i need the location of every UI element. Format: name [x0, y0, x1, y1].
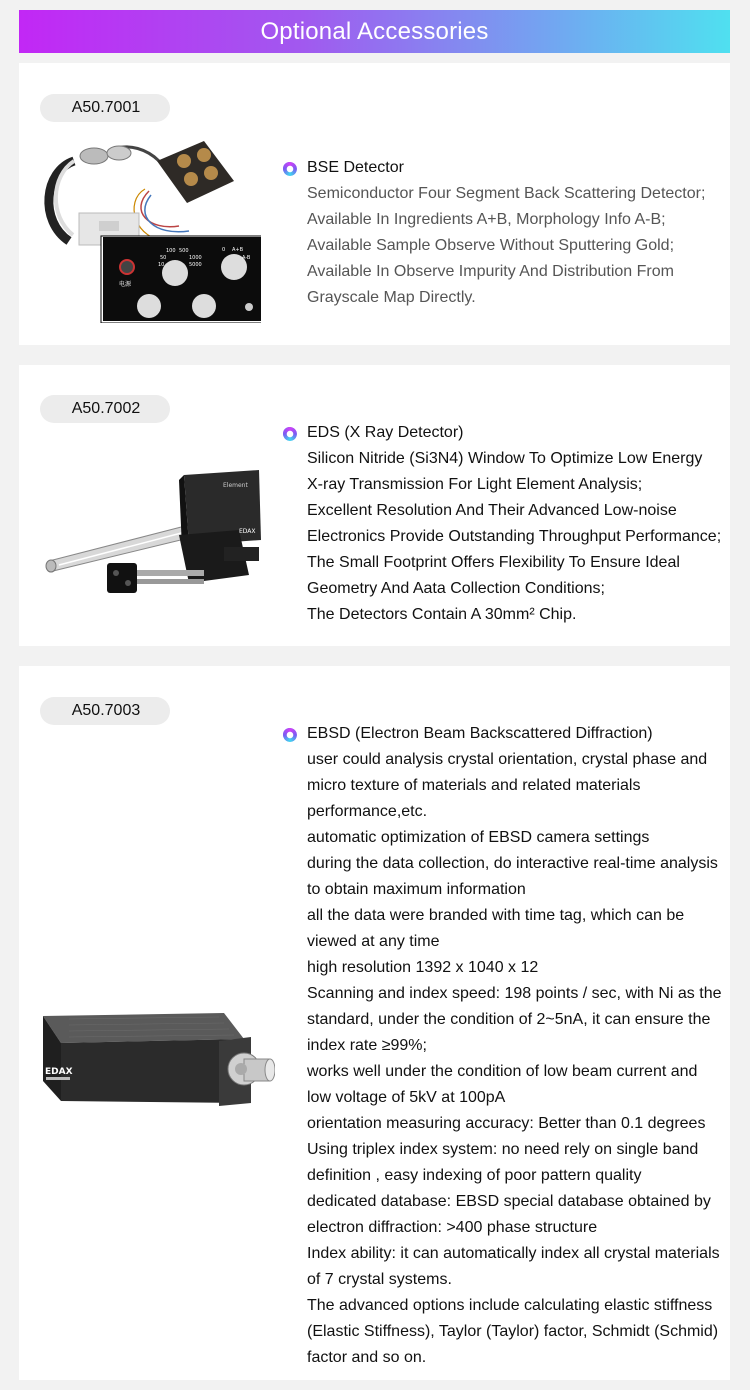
description-line: all the data were branded with time tag, which can be	[307, 907, 685, 924]
bullet-ring-icon	[283, 427, 296, 440]
description-line: performance,etc.	[307, 803, 428, 820]
description-line: Silicon Nitride (Si3N4) Window To Optimize Low Energy	[307, 450, 703, 467]
item-title	[283, 420, 724, 446]
device-label: Element	[223, 482, 248, 489]
accessory-card-eds	[19, 365, 730, 646]
description-line: Scanning and index speed: 198 points / sec, with Ni as the	[307, 985, 722, 1002]
bullet-ring-icon	[283, 162, 296, 175]
dial-label: 50	[160, 255, 167, 261]
ebsd-detector-image	[39, 1011, 275, 1116]
description-line: definition , easy indexing of poor pattern quality	[307, 1167, 642, 1184]
accessory-card-bse	[19, 63, 730, 345]
description-line: orientation measuring accuracy: Better than 0.1 degrees	[307, 1115, 706, 1132]
description-line: factor and so on.	[307, 1349, 427, 1366]
section-header	[19, 10, 730, 53]
description-line: Grayscale Map Directly.	[307, 289, 476, 306]
description-line: (Elastic Stiffness), Taylor (Taylor) factor, Schmidt (Schmid)	[307, 1323, 719, 1340]
description-line: Excellent Resolution And Their Advanced Low-noise	[307, 502, 677, 519]
item-title-text: BSE Detector	[307, 159, 404, 176]
item-title	[283, 721, 724, 747]
description-line: index rate ≥99%;	[307, 1037, 427, 1054]
item-description	[283, 181, 724, 311]
dial-label: 5000	[189, 262, 202, 268]
eds-detector-image	[39, 465, 269, 600]
description-line: Available Sample Observe Without Sputtering Gold;	[307, 237, 675, 254]
product-code-badge: A50.7003	[40, 697, 170, 725]
item-title-text: EBSD (Electron Beam Backscattered Diffraction)	[307, 725, 653, 742]
accessory-card-ebsd	[19, 666, 730, 1380]
description-line: works well under the condition of low beam current and	[307, 1063, 698, 1080]
description-line: during the data collection, do interactive real-time analysis	[307, 855, 718, 872]
item-description	[283, 446, 724, 628]
description-line: The Small Footprint Offers Flexibility To Ensure Ideal	[307, 554, 680, 571]
description-line: electron diffraction: >400 phase structure	[307, 1219, 598, 1236]
dial-label: A+B	[232, 247, 244, 253]
description-line: Semiconductor Four Segment Back Scattering Detector;	[307, 185, 706, 202]
description-line: Index ability: it can automatically index all crystal materials	[307, 1245, 720, 1262]
description-line: standard, under the condition of 2~5nA, it can ensure the	[307, 1011, 711, 1028]
product-code-badge: A50.7001	[40, 94, 170, 122]
item-description	[283, 747, 724, 1371]
power-label: 电源	[119, 281, 132, 288]
product-code-badge: A50.7002	[40, 395, 170, 423]
bullet-ring-icon	[283, 728, 296, 741]
description-line: automatic optimization of EBSD camera settings	[307, 829, 650, 846]
device-label: EDAX	[45, 1067, 73, 1077]
dial-label: A-B	[242, 255, 251, 261]
dial-label: 0	[222, 247, 226, 253]
description-line: Available In Ingredients A+B, Morphology Info A-B;	[307, 211, 666, 228]
description-line: Using triplex index system: no need rely on single band	[307, 1141, 699, 1158]
description-line: low voltage of 5kV at 100pA	[307, 1089, 506, 1106]
bse-detector-image	[39, 131, 261, 323]
description-line: dedicated database: EBSD special database obtained by	[307, 1193, 711, 1210]
dial-label: 1000	[189, 255, 202, 261]
description-line: high resolution 1392 x 1040 x 12	[307, 959, 539, 976]
section-title: Optional Accessories	[260, 17, 489, 45]
dial-label: 100	[166, 248, 176, 254]
device-label: EDAX	[239, 528, 256, 535]
description-line: to obtain maximum information	[307, 881, 526, 898]
description-line: X-ray Transmission For Light Element Analysis;	[307, 476, 643, 493]
description-line: Geometry And Aata Collection Conditions;	[307, 580, 605, 597]
description-line: Electronics Provide Outstanding Throughput Performance;	[307, 528, 722, 545]
item-title-text: EDS (X Ray Detector)	[307, 424, 464, 441]
item-title	[283, 155, 724, 181]
dial-label: 10	[158, 262, 165, 268]
description-line: Available In Observe Impurity And Distribution From	[307, 263, 674, 280]
dial-label: 500	[179, 248, 189, 254]
description-line: The advanced options include calculating elastic stiffness	[307, 1297, 713, 1314]
description-line: user could analysis crystal orientation, crystal phase and	[307, 751, 708, 768]
description-line: of 7 crystal systems.	[307, 1271, 452, 1288]
description-line: viewed at any time	[307, 933, 440, 950]
description-line: micro texture of materials and related materials	[307, 777, 641, 794]
description-line: The Detectors Contain A 30mm² Chip.	[307, 606, 577, 623]
